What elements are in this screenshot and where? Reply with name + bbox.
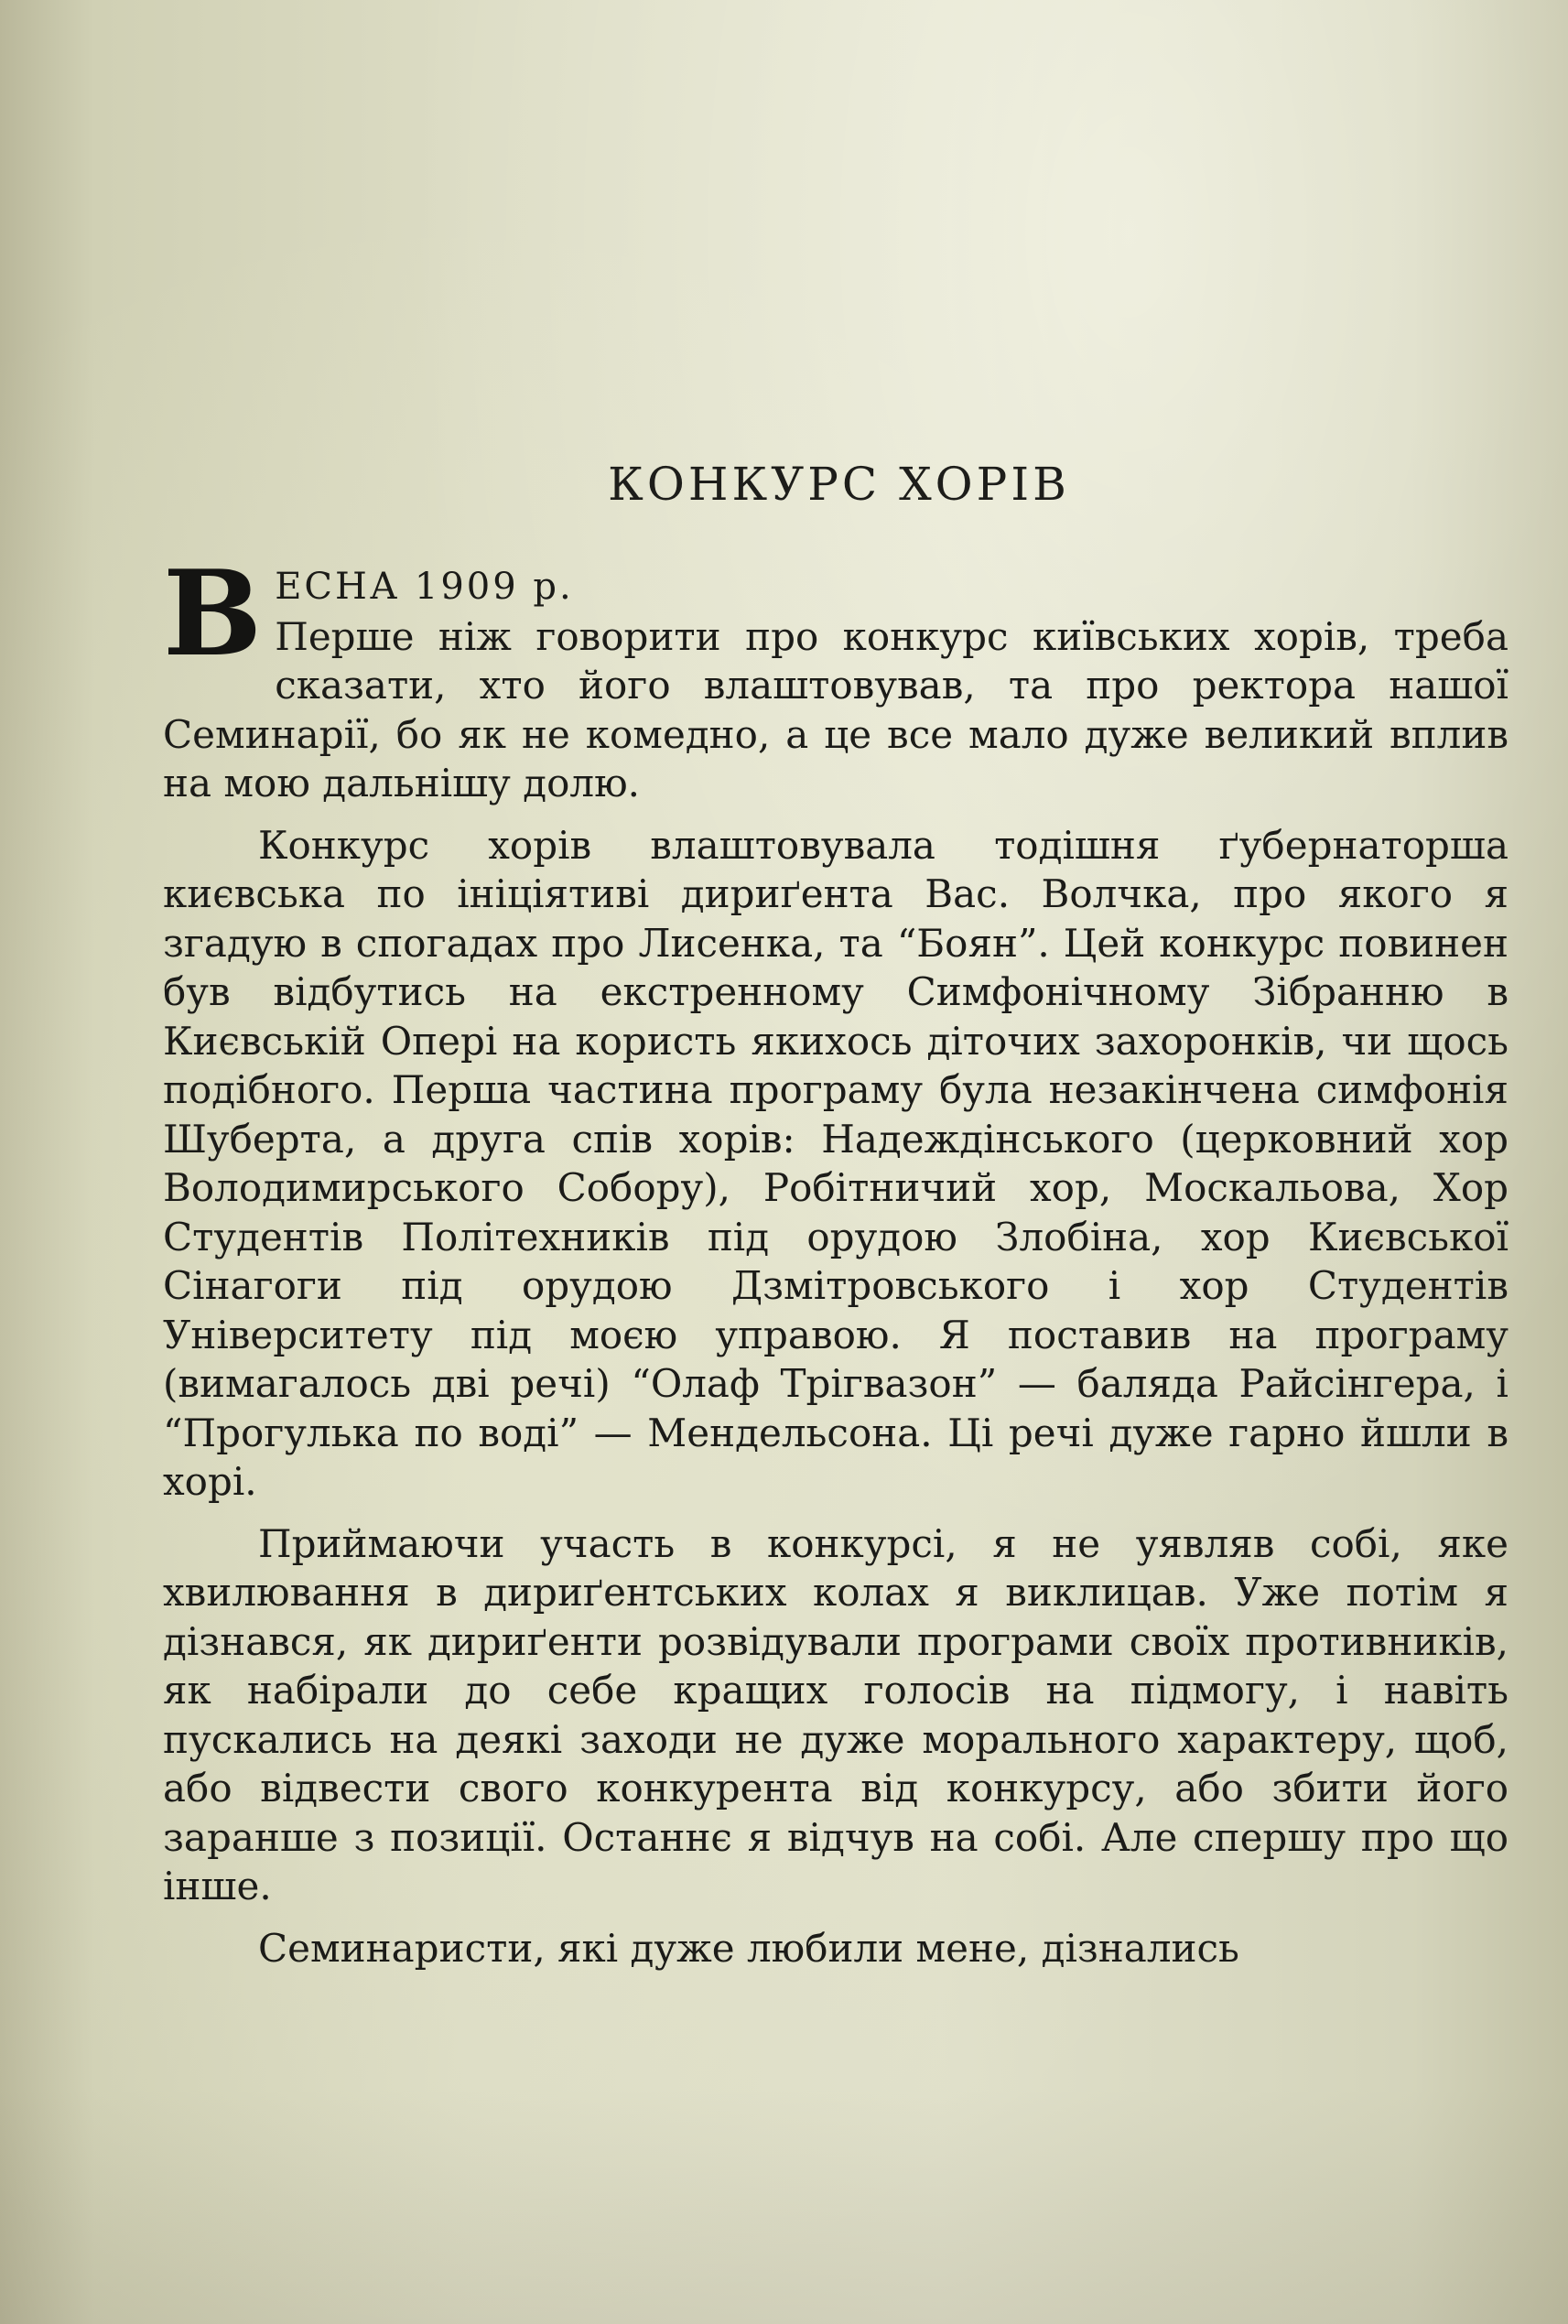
paragraph-2: Конкурс хорів влаштовувала тодішня ґубернаторша києвська по ініціятиві дириґента Вас. Волчка, про якого я згадую в спогадах про Лисенка, та “Боян”. Цей конкурс повинен був відбутись на екстренному Симфонічному Зібранню в Києвській Опері на користь якихось діточих захоронків, чи щось подібного. Перша частина програму була незакінчена симфонія Шуберта, а друга спів хорів: Надеждінського (церковний хор Володимирського Собору), Робітничий хор, Москальова, Хор Студентів Політехників під орудою Злобіна, хор Києвської Сінагоги під орудою Дзмітровського і хор Студентів Університету під моєю управою. Я поставив на програму (вимагалось дві речі) “Олаф Трігвазон” — баляда Райсінгера, і “Прогулька по воді” — Мендельсона. Ці речі дуже гарно йшли в хорі. (163, 822, 1509, 1504)
opening-line: ЕСНА 1909 р. (275, 566, 574, 608)
drop-cap: В (163, 546, 263, 683)
paragraph-4: Семинаристи, які дуже любили мене, дізнались (258, 1925, 1239, 1971)
page-title: КОНКУРС ХОРІВ (608, 458, 1070, 511)
paragraph-1: Перше ніж говорити про конкурс київських хорів, треба сказати, хто його влаштовував, та про ректора нашої Семинарії, бо як не комедно, а це все мало дуже великий вплив на мою дальнішу долю. (163, 613, 1509, 805)
paragraph-3: Приймаючи участь в конкурсі, я не уявляв собі, яке хвилювання в дириґентських колах я виклицав. Уже потім я дізнався, як дириґенти розвідували програми своїх противників, як набірали до себе кращих голосів на підмогу, і навіть пускались на деякі заходи не дуже морального характеру, щоб, або відвести свого конкурента від конкурсу, або збити його заранше з позиції. Останнє я відчув на собі. Але спершу про що інше. (163, 1520, 1509, 1908)
body-text (163, 546, 1509, 1973)
